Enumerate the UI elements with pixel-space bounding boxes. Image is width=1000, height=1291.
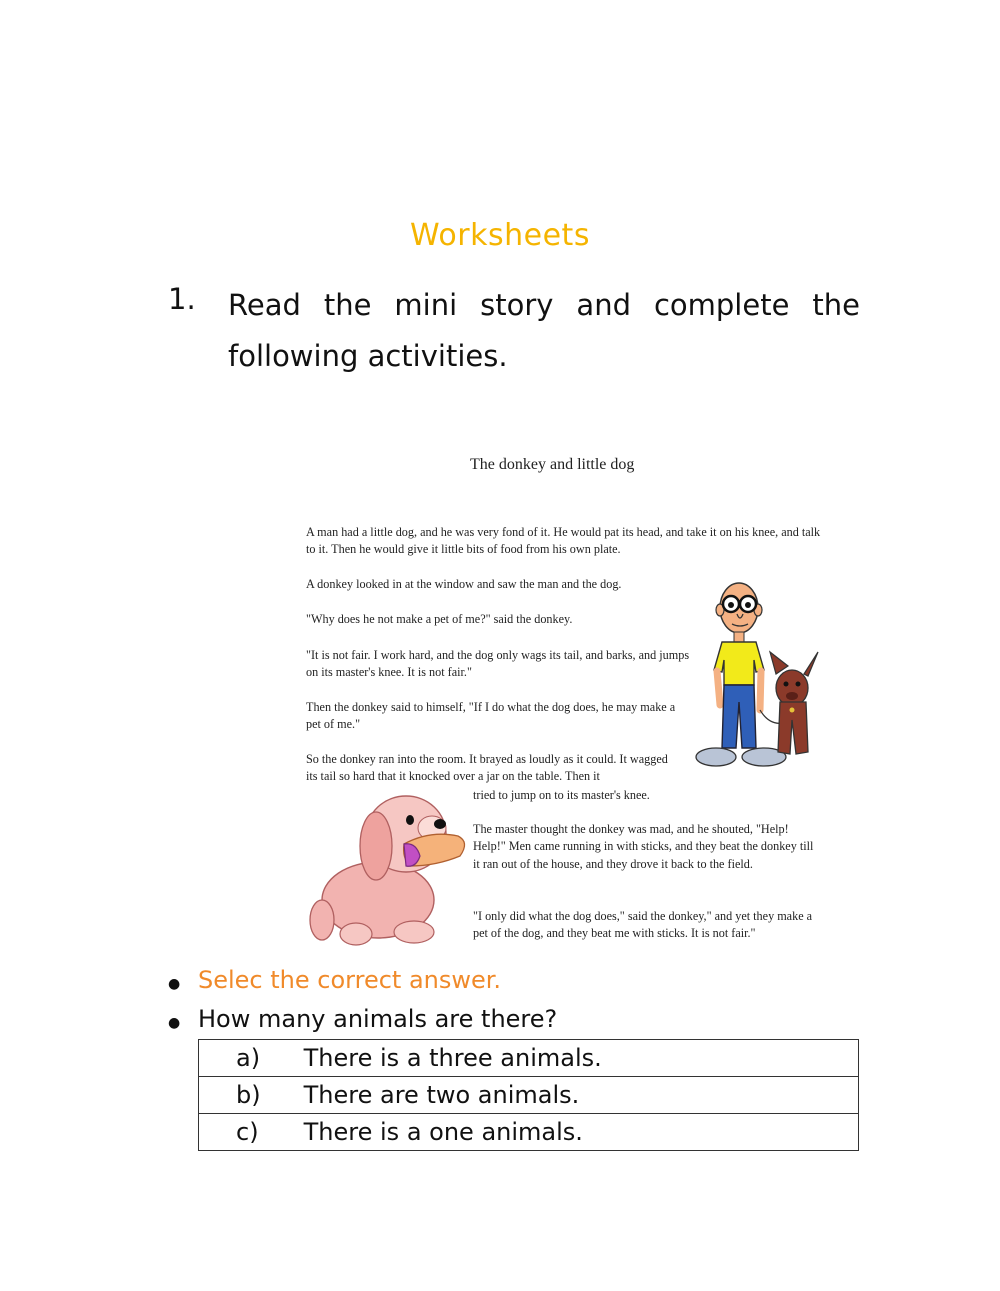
option-letter: b) [236, 1081, 261, 1109]
story-paragraph-1: A man had a little dog, and he was very fond of it. He would pat its head, and take it on his knee, and talk to it. Then he would give it little bits of food from his own plate. [306, 525, 821, 557]
question-prompt: How many animals are there? [198, 1005, 558, 1033]
bullet-icon: ● [168, 1015, 181, 1031]
story-paragraph-5: Then the donkey said to himself, "If I do what the dog does, he may make a pet of me." [306, 700, 676, 732]
question-text: Read the mini story and complete the following activities. [228, 288, 860, 373]
answer-option-c[interactable] [199, 1114, 859, 1151]
story-paragraph-3: "Why does he not make a pet of me?" said the donkey. [306, 612, 573, 626]
option-text: There are two animals. [303, 1081, 580, 1109]
answer-options-table [198, 1039, 859, 1151]
worksheet-title: Worksheets [410, 218, 590, 253]
option-text: There is a one animals. [303, 1118, 583, 1146]
story-paragraph-8: "I only did what the dog does," said the donkey," and yet they make a pet of the dog, and they beat me with sticks. It is not fair." [473, 909, 813, 941]
answer-option-b[interactable] [199, 1077, 859, 1114]
story-paragraph-6-cont: tried to jump on to its master's knee. [473, 788, 650, 802]
option-text: There is a three animals. [303, 1044, 602, 1072]
instruction-text: Selec the correct answer. [198, 966, 502, 994]
story-paragraph-4: "It is not fair. I work hard, and the dog only wags its tail, and barks, and jumps on its master's knee. It is not fair." [306, 648, 690, 680]
story-paragraph-7: The master thought the donkey was mad, and he shouted, "Help! Help!" Men came running in with sticks, and they beat the donkey till it ran out of the house, and they drove it back to the field. [473, 822, 814, 871]
option-letter: c) [236, 1118, 259, 1146]
story-paragraph-6: So the donkey ran into the room. It brayed as loudly as it could. It wagged its tail so hard that it knocked over a jar on the table. Then it [306, 752, 668, 784]
man-with-dog-illustration [692, 570, 824, 776]
answer-option-a[interactable] [199, 1040, 859, 1077]
puppy-with-slipper-illustration [306, 782, 471, 950]
story-paragraph-2: A donkey looked in at the window and saw the man and the dog. [306, 577, 622, 591]
story-title: The donkey and little dog [470, 456, 635, 473]
option-letter: a) [236, 1044, 261, 1072]
question-number: 1. [168, 282, 196, 316]
bullet-icon: ● [168, 976, 181, 992]
